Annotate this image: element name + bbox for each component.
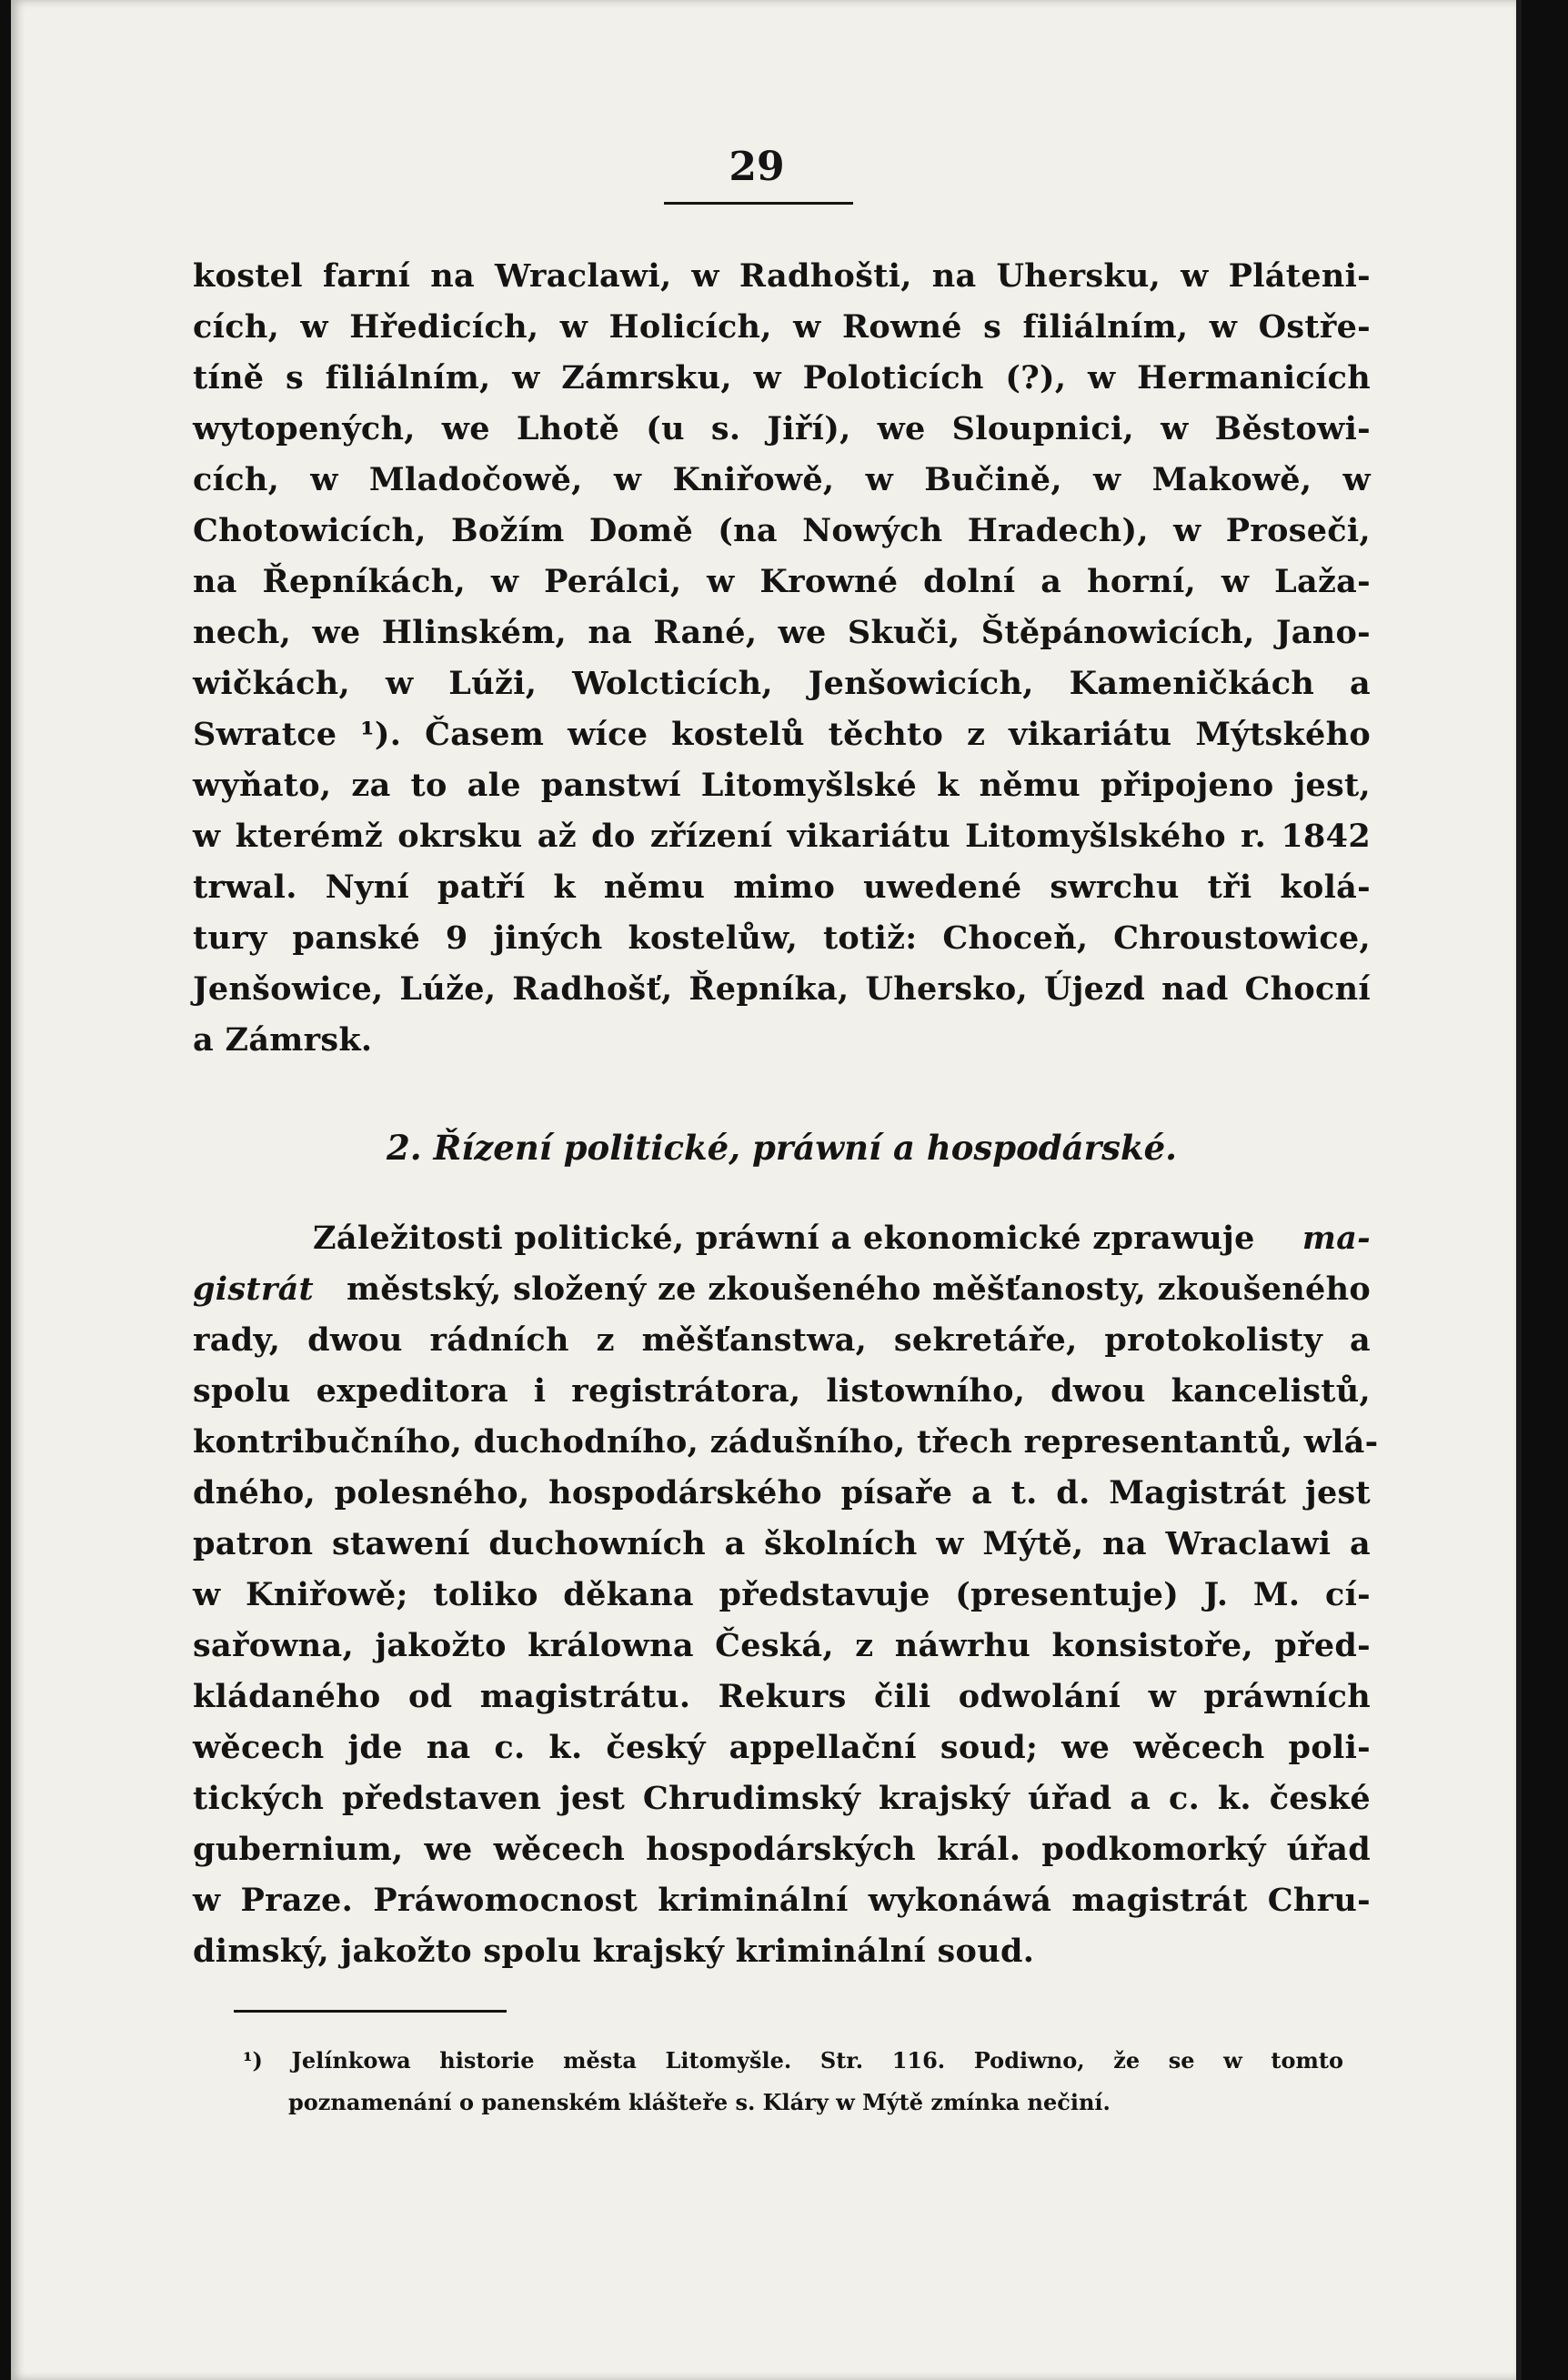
text-line: w Kniřowě; toliko děkana představuje (presentuje) J. M. cí- — [193, 1576, 1371, 1613]
paragraph-1 — [193, 251, 1371, 1069]
footnote-rule — [234, 2010, 507, 2013]
text-line: tury panské 9 jiných kostelůw, totiž: Choceň, Chroustowice, — [193, 919, 1371, 957]
text-line: tických představen jest Chrudimský krajský úřad a c. k. české — [193, 1780, 1371, 1817]
text-line: patron stawení duchowních a školních w Mýtě, na Wraclawi a — [193, 1525, 1371, 1562]
text-line: w kterémž okrsku až do zřízení vikariátu Litomyšlského r. 1842 — [193, 818, 1371, 855]
book-page — [11, 0, 1516, 2380]
text-line: wytopených, we Lhotě (u s. Jiří), we Sloupnici, w Běstowi- — [193, 410, 1371, 447]
text-line: Jenšowice, Lúže, Radhošť, Řepníka, Uhersko, Újezd nad Chocní — [193, 970, 1371, 1008]
paragraph-2 — [193, 1213, 1379, 2086]
text-line: dimský, jakožto spolu krajský kriminální soud. — [193, 1933, 1035, 1970]
text-line — [193, 1264, 1371, 1315]
text-line: wěcech jde na c. k. český appellační soud; we wěcech poli- — [193, 1729, 1371, 1766]
text-line: cích, w Hředicích, w Holicích, w Rowné s filiálním, w Ostře- — [193, 308, 1371, 346]
page-number: 29 — [729, 144, 785, 190]
text-line: nech, we Hlinském, na Rané, we Skuči, Štěpánowicích, Jano- — [193, 614, 1371, 651]
page-number-rule — [664, 202, 853, 205]
footnote-line: poznamenání o panenském klášteře s. Kláry w Mýtě zmínka nečiní. — [288, 2089, 1111, 2115]
text-line: dného, polesného, hospodárského písaře a t. d. Magistrát jest — [193, 1474, 1371, 1511]
text-line: kostel farní na Wraclawi, w Radhošti, na Uhersku, w Pláteni- — [193, 257, 1371, 295]
text-line: wyňato, za to ale panstwí Litomyšlské k němu připojeno jest, — [193, 767, 1371, 804]
text-line: tíně s filiálním, w Zámrsku, w Poloticích (?), w Hermanicích — [193, 359, 1371, 397]
text-line: sařowna, jakožto králowna Česká, z náwrhu konsistoře, před- — [193, 1627, 1371, 1664]
text-line: kládaného od magistrátu. Rekurs čili odwolání w práwních — [193, 1678, 1371, 1715]
text-line: wičkách, w Lúži, Wolcticích, Jenšowicích, Kameničkách a — [193, 665, 1371, 702]
emphasis-text: gistrát — [193, 1270, 315, 1308]
text-line-first — [193, 1213, 1371, 1264]
text-segment: Záležitosti politické, práwní a ekonomické zprawuje — [313, 1220, 1255, 1257]
page-edge-shadow — [1516, 0, 1522, 2380]
text-line: na Řepníkách, w Perálci, w Krowné dolní a horní, w Laža- — [193, 563, 1371, 600]
emphasis-text: ma- — [1302, 1220, 1371, 1257]
text-line: Chotowicích, Božím Domě (na Nowých Hradech), w Proseči, — [193, 512, 1371, 549]
text-line: cích, w Mladočowě, w Kniřowě, w Bučině, w Makowě, w — [193, 461, 1371, 498]
text-line: kontribučního, duchodního, zádušního, třech representantů, wlá- — [193, 1423, 1379, 1461]
text-line: spolu expeditora i registrátora, listowního, dwou kancelistů, — [193, 1372, 1371, 1410]
footnote-line: ¹) Jelínkowa historie města Litomyšle. Str. 116. Podiwno, že se w tomto — [243, 2047, 1343, 2074]
section-heading: 2. Řízení politické, práwní a hospodárské. — [386, 1128, 1178, 1168]
text-line: trwal. Nyní patří k němu mimo uwedené swrchu tři kolá- — [193, 869, 1371, 906]
text-line: w Praze. Práwomocnost kriminální wykonáwá magistrát Chru- — [193, 1882, 1371, 1919]
text-line: Swratce ¹). Časem wíce kostelů těchto z vikariátu Mýtského — [193, 716, 1371, 753]
text-line: gubernium, we wěcech hospodárských král. podkomorký úřad — [193, 1831, 1371, 1868]
text-line: rady, dwou rádních z měšťanstwa, sekretáře, protokolisty a — [193, 1321, 1371, 1359]
text-segment: městský, složený ze zkoušeného měšťanosty, zkoušeného — [346, 1270, 1371, 1308]
text-line: a Zámrsk. — [193, 1021, 373, 1059]
